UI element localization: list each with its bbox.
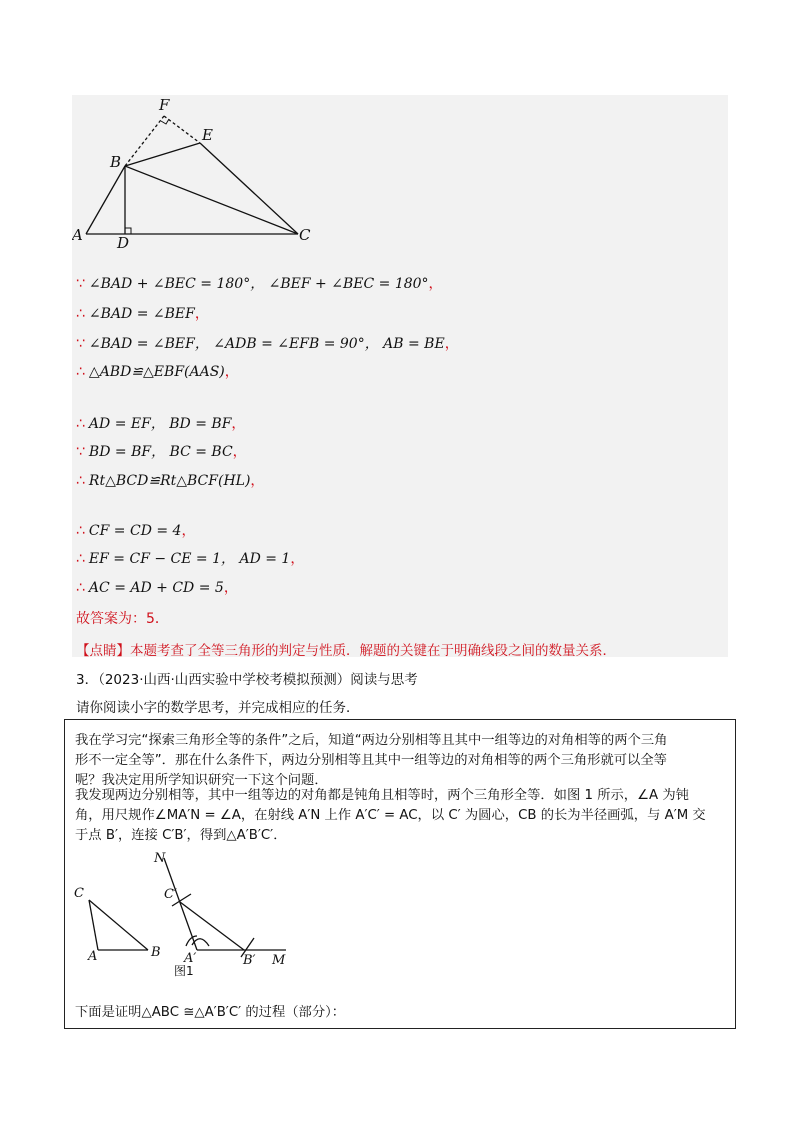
segment-CB <box>89 900 148 950</box>
label-E: E <box>202 126 213 144</box>
therefore-symbol: ∴ <box>76 473 85 489</box>
label-A-prime: A′ <box>184 951 197 966</box>
paragraph-line: 我在学习完“探索三角形全等的条件”之后，知道“两边分别相等且其中一组等边的对角相等的两个三角 <box>75 733 668 748</box>
label-B-prime: B′ <box>243 953 256 968</box>
solution-text: ∠BAD = ∠BEF <box>88 306 195 322</box>
paragraph-line: 于点 B′，连接 C′B′，得到△A′B′C′． <box>75 828 287 843</box>
solution-text: ∠BAD + ∠BEC = 180°， ∠BEF + ∠BEC = 180° <box>88 276 429 292</box>
comment-line: 【点睛】本题考查了全等三角形的判定与性质．解题的关键在于明确线段之间的数量关系． <box>76 643 616 659</box>
solution-text: ∠BAD = ∠BEF， ∠ADB = ∠EFB = 90°， AB = BE <box>88 336 445 352</box>
figure-1 <box>64 850 304 985</box>
solution-text: EF = CF − CE = 1， AD = 1 <box>88 551 291 567</box>
segment-BC <box>125 166 298 234</box>
label-F: F <box>159 96 170 114</box>
label-C: C <box>74 886 84 901</box>
segment-BE <box>125 143 200 166</box>
label-A: A <box>72 226 83 244</box>
reading-paragraph-2 <box>75 786 725 846</box>
label-D: D <box>117 234 130 252</box>
therefore-symbol: ∴ <box>76 364 85 380</box>
segment-CA <box>89 900 98 950</box>
solution-line-5: ∴ AD = EF， BD = BF， <box>76 416 246 432</box>
question-header: 3．（2023·山西·山西实验中学校考模拟预测）阅读与思考 <box>76 672 418 688</box>
therefore-symbol: ∴ <box>76 580 85 596</box>
solution-line-1: ∵ ∠BAD + ∠BEC = 180°， ∠BEF + ∠BEC = 180°， <box>76 276 443 292</box>
solution-line-7: ∴ Rt△BCD≌Rt△BCF(HL)， <box>76 473 265 489</box>
label-B: B <box>110 153 122 171</box>
segment-C1B1 <box>180 902 244 950</box>
therefore-symbol: ∴ <box>76 306 85 322</box>
segment-FE-dashed <box>164 116 200 143</box>
solution-text: AD = EF， BD = BF <box>88 416 232 432</box>
solution-line-6: ∵ BD = BF， BC = BC， <box>76 444 247 460</box>
proof-intro-line: 下面是证明△ABC ≅△A′B′C′ 的过程（部分）： <box>75 1005 346 1020</box>
segment-BF-dashed <box>125 116 164 166</box>
label-N: N <box>154 851 166 866</box>
ray-AN <box>164 858 197 950</box>
right-angle-mark-F <box>161 119 169 124</box>
solution-line-10: ∴ AC = AD + CD = 5， <box>76 580 238 596</box>
label-M: M <box>272 953 286 968</box>
figure-caption: 图1 <box>174 964 194 978</box>
label-C-prime: C′ <box>164 887 177 902</box>
paragraph-line: 形不一定全等”．那在什么条件下，两边分别相等且其中一组等边的对角相等的两个三角形就可以全等 <box>75 753 667 768</box>
answer-line: 故答案为：5． <box>76 611 169 627</box>
solution-line-3: ∵ ∠BAD = ∠BEF， ∠ADB = ∠EFB = 90°， AB = BE， <box>76 336 459 352</box>
segment-EC <box>200 143 298 234</box>
solution-figure <box>72 95 332 255</box>
solution-line-8: ∴ CF = CD = 4， <box>76 523 196 539</box>
paragraph-line: 呢？我决定用所学知识研究一下这个问题． <box>75 773 328 788</box>
because-symbol: ∵ <box>76 444 85 460</box>
solution-text: BD = BF， BC = BC <box>88 444 233 460</box>
reading-paragraph-1 <box>75 731 725 791</box>
label-A: A <box>88 949 98 964</box>
therefore-symbol: ∴ <box>76 416 85 432</box>
solution-text: Rt△BCD≌Rt△BCF(HL) <box>88 473 251 489</box>
paragraph-line: 角，用尺规作∠MA′N = ∠A，在射线 A′N 上作 A′C′ = AC，以 C′ 为圆心，CB 的长为半径画弧，与 A′M 交 <box>75 808 706 823</box>
because-symbol: ∵ <box>76 336 85 352</box>
label-C: C <box>299 226 311 244</box>
label-B: B <box>151 945 161 960</box>
segment-AB <box>86 166 125 234</box>
solution-text: △ABD≌△EBF(AAS) <box>88 364 225 380</box>
therefore-symbol: ∴ <box>76 551 85 567</box>
because-symbol: ∵ <box>76 276 85 292</box>
paragraph-line: 我发现两边分别相等，其中一组等边的对角都是钝角且相等时，两个三角形全等．如图 1 所示，∠A 为钝 <box>75 788 689 803</box>
question-subheader: 请你阅读小字的数学思考，并完成相应的任务． <box>76 700 360 716</box>
solution-line-2: ∴ ∠BAD = ∠BEF， <box>76 306 209 322</box>
solution-line-9: ∴ EF = CF − CE = 1， AD = 1， <box>76 551 305 567</box>
solution-text: AC = AD + CD = 5 <box>88 580 224 596</box>
solution-line-4: ∴ △ABD≌△EBF(AAS)， <box>76 364 239 380</box>
solution-text: CF = CD = 4 <box>88 523 182 539</box>
therefore-symbol: ∴ <box>76 523 85 539</box>
